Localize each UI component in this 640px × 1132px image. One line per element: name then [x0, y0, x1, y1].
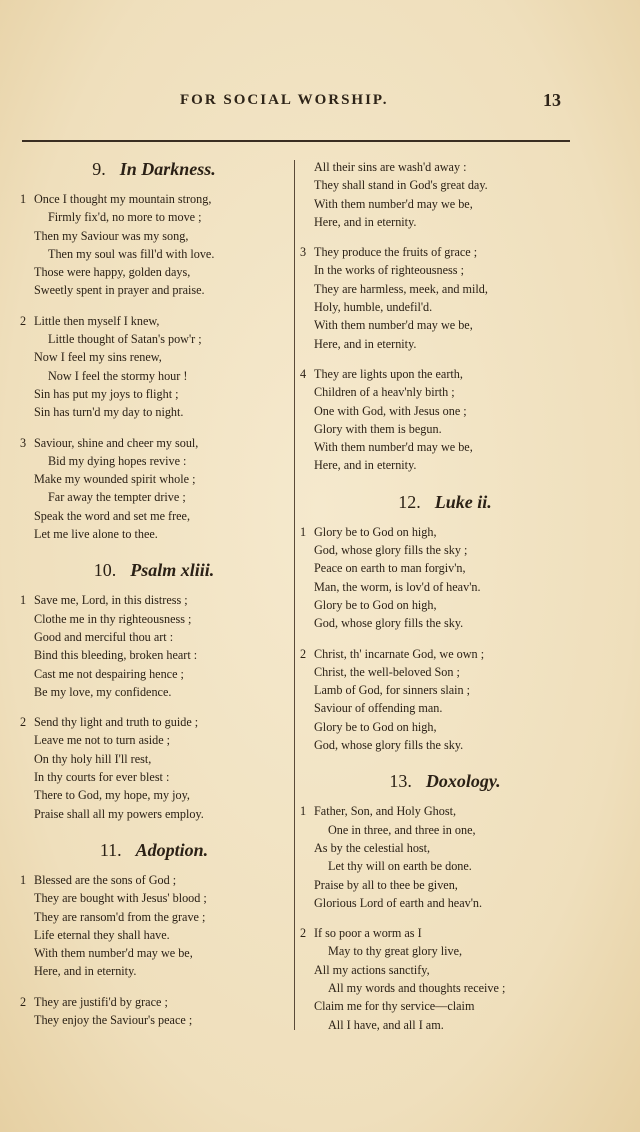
hymn-name: Doxology. [425, 771, 501, 792]
verse-line: They are bought with Jesus' blood ; [34, 891, 207, 906]
hymn-name: In Darkness. [119, 159, 216, 179]
hymn-title [300, 770, 590, 792]
verse-line: Speak the word and set me free, [34, 508, 191, 523]
verse-line: If so poor a worm as I [314, 926, 422, 941]
verse-number: 2 [300, 646, 307, 661]
verse-line: Children of a heav'nly birth ; [314, 385, 455, 400]
verse-line: Firmly fix'd, no more to move ; [48, 210, 202, 225]
verse-line: Glory be to God on high, [314, 719, 437, 734]
verse-line: May to thy great glory live, [328, 944, 463, 959]
verse-line: Praise by all to thee be given, [314, 877, 458, 892]
verse-line: Peace on earth to man forgiv'n, [314, 561, 466, 576]
verse-line: Glorious Lord of earth and heav'n. [314, 895, 483, 910]
verse-line: Man, the worm, is lov'd of heav'n. [314, 579, 481, 594]
header-rule [22, 140, 570, 142]
running-head: FOR SOCIAL WORSHIP. [180, 92, 389, 108]
verse-line: Then my soul was fill'd with love. [48, 246, 215, 261]
verse-line: Sin has turn'd my day to night. [34, 405, 184, 420]
verse-number: 1 [300, 524, 307, 539]
verse-line: Here, and in eternity. [314, 458, 417, 473]
verse-line: Here, and in eternity. [34, 964, 137, 979]
verse-line: Now I feel my sins renew, [34, 350, 162, 365]
verse-line: Glory with them is begun. [314, 421, 442, 436]
verse-line: Save me, Lord, in this distress ; [34, 593, 188, 608]
verse-line: In thy courts for ever blest : [34, 770, 170, 785]
verse-line: They shall stand in God's great day. [314, 178, 488, 193]
verse-line: God, whose glory fills the sky. [314, 616, 464, 631]
verse-line: Let thy will on earth be done. [328, 859, 472, 874]
verse-line: Christ, the well-beloved Son ; [314, 664, 460, 679]
verse-number: 2 [300, 926, 307, 941]
verse-line: Then my Saviour was my song, [34, 228, 189, 243]
verse-number: 1 [20, 593, 27, 608]
continued-verse [300, 158, 590, 231]
verse-line: They are harmless, meek, and mild, [314, 281, 488, 296]
verse-line: Make my wounded spirit whole ; [34, 472, 196, 487]
verse-line: All my words and thoughts receive ; [328, 980, 506, 995]
verse-line: God, whose glory fills the sky. [314, 738, 464, 753]
verse-number: 2 [20, 994, 27, 1009]
verse [20, 312, 288, 422]
verse-line: Leave me not to turn aside ; [34, 733, 171, 748]
verse-number: 2 [20, 313, 27, 328]
verse [300, 365, 590, 475]
hymn-name: Psalm xliii. [130, 560, 215, 581]
verse-line: Good and merciful thou art : [34, 629, 174, 644]
verse-line: They enjoy the Saviour's peace ; [34, 1012, 193, 1027]
verse-line: Bind this bleeding, broken heart : [34, 648, 198, 663]
verse-line: There to God, my hope, my joy, [34, 788, 190, 803]
verse [20, 591, 288, 701]
verse-line: Cast me not despairing hence ; [34, 666, 184, 681]
verse [20, 434, 288, 544]
verse-line: Those were happy, golden days, [34, 265, 191, 280]
verse-line: Praise shall all my powers employ. [34, 806, 204, 821]
verse-number: 2 [20, 715, 27, 730]
verse-number: 3 [20, 435, 27, 450]
right-column [300, 158, 590, 1046]
hymn-number: 12. [398, 491, 421, 512]
verse-line: God, whose glory fills the sky ; [314, 543, 468, 558]
verse [300, 645, 590, 755]
page-number: 13 [543, 90, 561, 110]
verse-line: One in three, and three in one, [328, 822, 476, 837]
verse-line: Blessed are the sons of God ; [34, 872, 177, 887]
verse-number: 4 [300, 366, 307, 381]
verse-line: Bid my dying hopes revive : [48, 453, 187, 468]
verse-line: In the works of righteousness ; [314, 263, 464, 278]
verse-line: Sin has put my joys to flight ; [34, 386, 179, 401]
verse-line: Clothe me in thy righteousness ; [34, 611, 192, 626]
verse-line: Lamb of God, for sinners slain ; [314, 683, 471, 698]
verse-line: Christ, th' incarnate God, we own ; [314, 646, 485, 661]
hymn-number: 9. [92, 159, 106, 179]
verse-line: Be my love, my confidence. [34, 684, 172, 699]
verse-line: Holy, humble, undefil'd. [314, 300, 433, 315]
verse-line: On thy holy hill I'll rest, [34, 751, 152, 766]
verse-number: 1 [20, 872, 27, 887]
verse [300, 243, 590, 353]
verse-line: Here, and in eternity. [314, 336, 417, 351]
verse-line: Glory be to God on high, [314, 524, 437, 539]
verse-line: Now I feel the stormy hour ! [48, 368, 188, 383]
verse-line: Send thy light and truth to guide ; [34, 715, 199, 730]
hymn-number: 11. [99, 839, 122, 860]
hymn-name: Luke ii. [434, 491, 492, 512]
verse-line: With them number'd may we be, [314, 440, 473, 455]
page-header [0, 88, 640, 118]
verse-line: Glory be to God on high, [314, 597, 437, 612]
hymn-title [300, 491, 590, 513]
verse [300, 523, 590, 633]
column-divider [294, 160, 295, 1030]
verse [300, 924, 590, 1034]
verse-line: All their sins are wash'd away : [314, 160, 467, 174]
verse-number: 1 [20, 192, 27, 206]
verse [300, 802, 590, 912]
verse-line: Life eternal they shall have. [34, 927, 170, 942]
verse [20, 713, 288, 823]
hymn-name: Adoption. [135, 839, 209, 860]
verse-line: Let me live alone to thee. [34, 527, 158, 542]
verse-line: Once I thought my mountain strong, [34, 192, 212, 206]
verse-line: Little then myself I knew, [34, 313, 160, 328]
verse-number: 3 [300, 245, 307, 260]
verse-line: With them number'd may we be, [34, 946, 193, 961]
verse-line: Here, and in eternity. [314, 214, 417, 229]
verse-line: They produce the fruits of grace ; [314, 245, 478, 260]
hymn-title [20, 158, 288, 180]
hymn-number: 10. [93, 560, 117, 581]
verse-line: With them number'd may we be, [314, 318, 473, 333]
verse-line: Little thought of Satan's pow'r ; [48, 332, 202, 347]
verse-line: Sweetly spent in prayer and praise. [34, 283, 205, 298]
verse-line: As by the celestial host, [314, 840, 431, 855]
verse-line: They are justifi'd by grace ; [34, 994, 168, 1009]
verse-line: Far away the tempter drive ; [48, 490, 186, 505]
verse [20, 871, 288, 981]
verse-line: All I have, and all I am. [328, 1017, 444, 1032]
hymn-title [20, 839, 288, 861]
left-column [20, 158, 288, 1041]
verse-line: They are lights upon the earth, [314, 366, 463, 381]
verse-line: Father, Son, and Holy Ghost, [314, 804, 457, 819]
verse-line: All my actions sanctify, [314, 962, 430, 977]
verse [20, 993, 288, 1030]
verse-line: Saviour of offending man. [314, 701, 443, 716]
hymn-number: 13. [389, 771, 412, 792]
verse-line: With them number'd may we be, [314, 196, 473, 211]
verse-number: 1 [300, 804, 307, 819]
verse-line: One with God, with Jesus one ; [314, 403, 467, 418]
verse-line: Claim me for thy service—claim [314, 999, 475, 1014]
hymn-title [20, 559, 288, 581]
verse-line: Saviour, shine and cheer my soul, [34, 435, 199, 450]
verse [20, 190, 288, 300]
verse-line: They are ransom'd from the grave ; [34, 909, 206, 924]
